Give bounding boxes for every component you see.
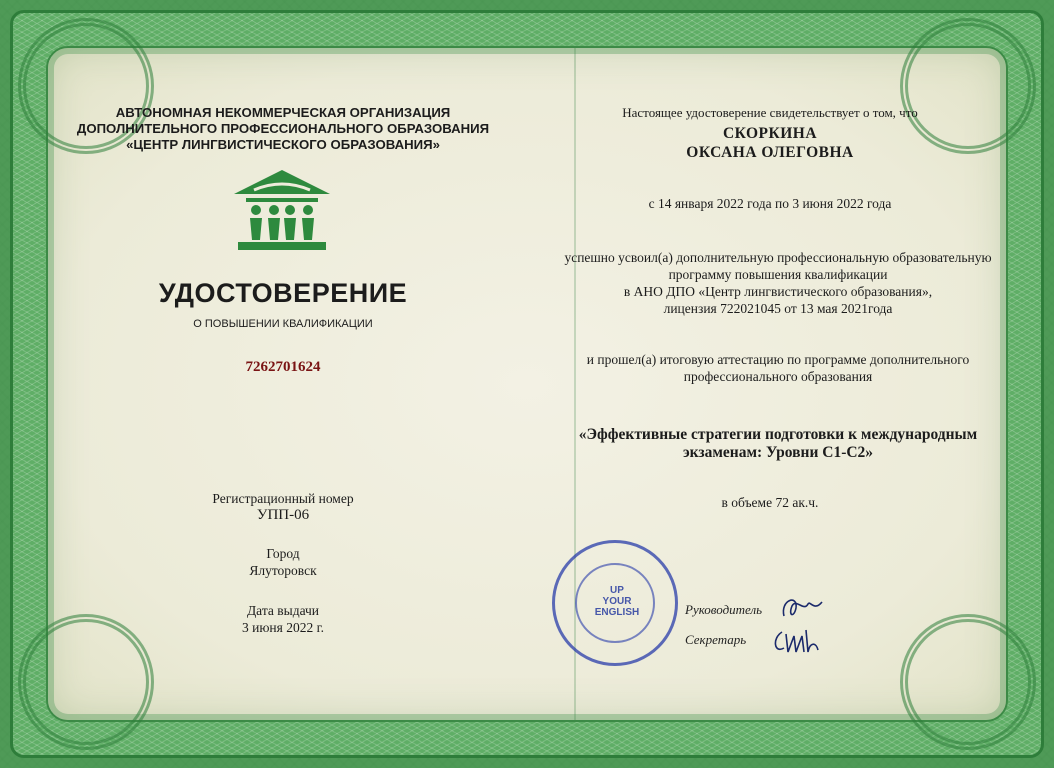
course-line-1: «Эффективные стратегии подготовки к международным (578, 426, 978, 443)
issue-date-value: 3 июня 2022 г. (241, 620, 324, 635)
issue-date-label: Дата выдачи (246, 603, 320, 618)
organization-line-3: «ЦЕНТР ЛИНГВИСТИЧЕСКОГО ОБРАЗОВАНИЯ» (126, 137, 440, 152)
program-line-2: программу повышения квалификации (668, 267, 888, 282)
training-period: с 14 января 2022 года по 3 июня 2022 года (648, 196, 892, 211)
program-line-1: успешно усвоил(а) дополнительную профессиональную образовательную (564, 250, 992, 265)
registration-label: Регистрационный номер (212, 491, 354, 506)
organization-name (70, 105, 496, 153)
holder-surname: СКОРКИНА (722, 125, 818, 142)
stamp-line-3: ENGLISH (594, 607, 640, 618)
director-signature-icon (778, 590, 828, 624)
document-title: УДОСТОВЕРЕНИЕ (158, 278, 408, 308)
program-line-3: в АНО ДПО «Центр лингвистического образования», (623, 284, 933, 299)
course-title (548, 426, 1008, 462)
institution-logo-icon (232, 168, 332, 252)
secretary-label: Секретарь (685, 632, 747, 647)
organization-line-1: АВТОНОМНАЯ НЕКОММЕРЧЕСКАЯ ОРГАНИЗАЦИЯ (115, 105, 451, 120)
program-description (548, 249, 1008, 317)
course-volume: в объеме 72 ак.ч. (721, 495, 819, 510)
city-label: Город (266, 546, 300, 561)
attestation-line-2: профессионального образования (683, 369, 873, 384)
organization-line-2: ДОПОЛНИТЕЛЬНОГО ПРОФЕССИОНАЛЬНОГО ОБРАЗОВАНИЯ (76, 121, 490, 136)
attestation-line-1: и прошел(а) итоговую аттестацию по программе дополнительного (586, 352, 970, 367)
course-line-2: экзаменам: Уровни С1-С2» (682, 444, 874, 461)
stamp-logo-text (587, 585, 647, 618)
director-label: Руководитель (685, 602, 763, 617)
attestation-text (548, 351, 1008, 385)
city-value: Ялуторовск (249, 563, 317, 578)
corner-ornament (900, 614, 1036, 750)
program-line-4: лицензия 722021045 от 13 мая 2021года (663, 301, 893, 316)
stamp-line-2: YOUR (602, 596, 632, 607)
certification-intro: Настоящее удостоверение свидетельствует о том, что (622, 105, 918, 120)
registration-value: УПП-06 (256, 507, 310, 523)
holder-given-names: ОКСАНА ОЛЕГОВНА (686, 144, 854, 161)
official-stamp (552, 540, 678, 666)
secretary-signature-icon (770, 624, 830, 658)
stamp-line-1: UP (610, 585, 624, 596)
document-number: 7262701624 (245, 359, 321, 375)
document-subtitle: О ПОВЫШЕНИИ КВАЛИФИКАЦИИ (193, 318, 373, 330)
